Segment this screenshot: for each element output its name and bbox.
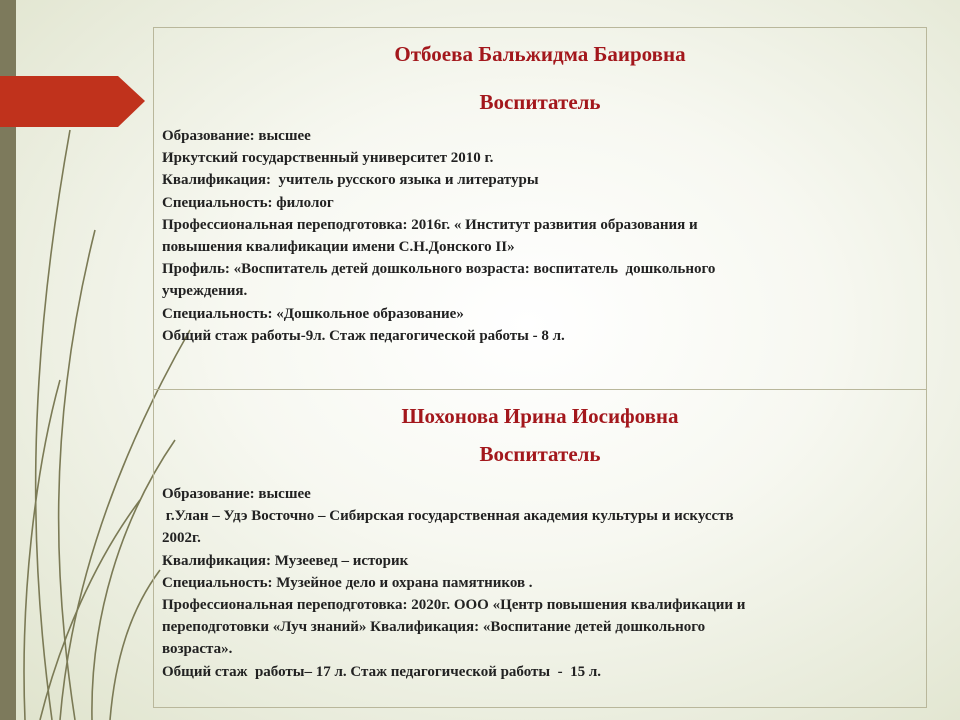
person2-detail-line: Квалификация: Музеевед – историк (162, 552, 409, 569)
row-divider (153, 389, 927, 390)
person1-detail-line: Образование: высшее (162, 128, 311, 144)
person1-detail-line: учреждения. (162, 283, 248, 300)
person2-detail-line: переподготовки «Луч знаний» Квалификация: «Воспитание детей дошкольного (162, 619, 706, 636)
person2-detail-line: Специальность: Музейное дело и охрана памятников . (162, 574, 533, 591)
person1-detail-line: Специальность: «Дошкольное образование» (162, 305, 464, 322)
swirl-line (59, 230, 95, 720)
person1-role: Воспитатель (479, 90, 601, 114)
person1-detail-line: повышения квалификации имени С.Н.Донского II» (162, 239, 515, 256)
person1-detail-line: Квалификация: учитель русского языка и литературы (162, 172, 539, 189)
person2-detail-line: г.Улан – Удэ Восточно – Сибирская государственная академия культуры и искусств (162, 508, 734, 525)
swirl-line (36, 130, 70, 720)
person1-detail-line: Общий стаж работы-9л. Стаж педагогической работы - 8 л. (162, 327, 565, 344)
red-arrow-shape (0, 76, 145, 127)
person2-detail-line: Общий стаж работы– 17 л. Стаж педагогической работы - 15 л. (162, 663, 602, 680)
person1-detail-line: Профиль: «Воспитатель детей дошкольного возраста: воспитатель дошкольного (162, 261, 716, 278)
person2-role: Воспитатель (479, 442, 601, 466)
person2-detail-line: 2002г. (162, 530, 201, 547)
person2-detail-line: возраста». (162, 641, 233, 658)
person2-detail-line: Профессиональная переподготовка: 2020г. ООО «Центр повышения квалификации и (162, 597, 746, 614)
person1-detail-line: Специальность: филолог (162, 194, 334, 211)
person2-details (162, 483, 917, 683)
person1-detail-line: Иркутский государственный университет 2010 г. (162, 150, 494, 167)
person1-detail-line: Профессиональная переподготовка: 2016г. « Институт развития образования и (162, 216, 698, 233)
person2-detail-line: Образование: высшее (162, 486, 311, 502)
person1-name: Отбоева Бальжидма Баировна (394, 42, 686, 66)
person2-name: Шохонова Ирина Иосифовна (401, 404, 679, 428)
person1-details (162, 125, 917, 347)
